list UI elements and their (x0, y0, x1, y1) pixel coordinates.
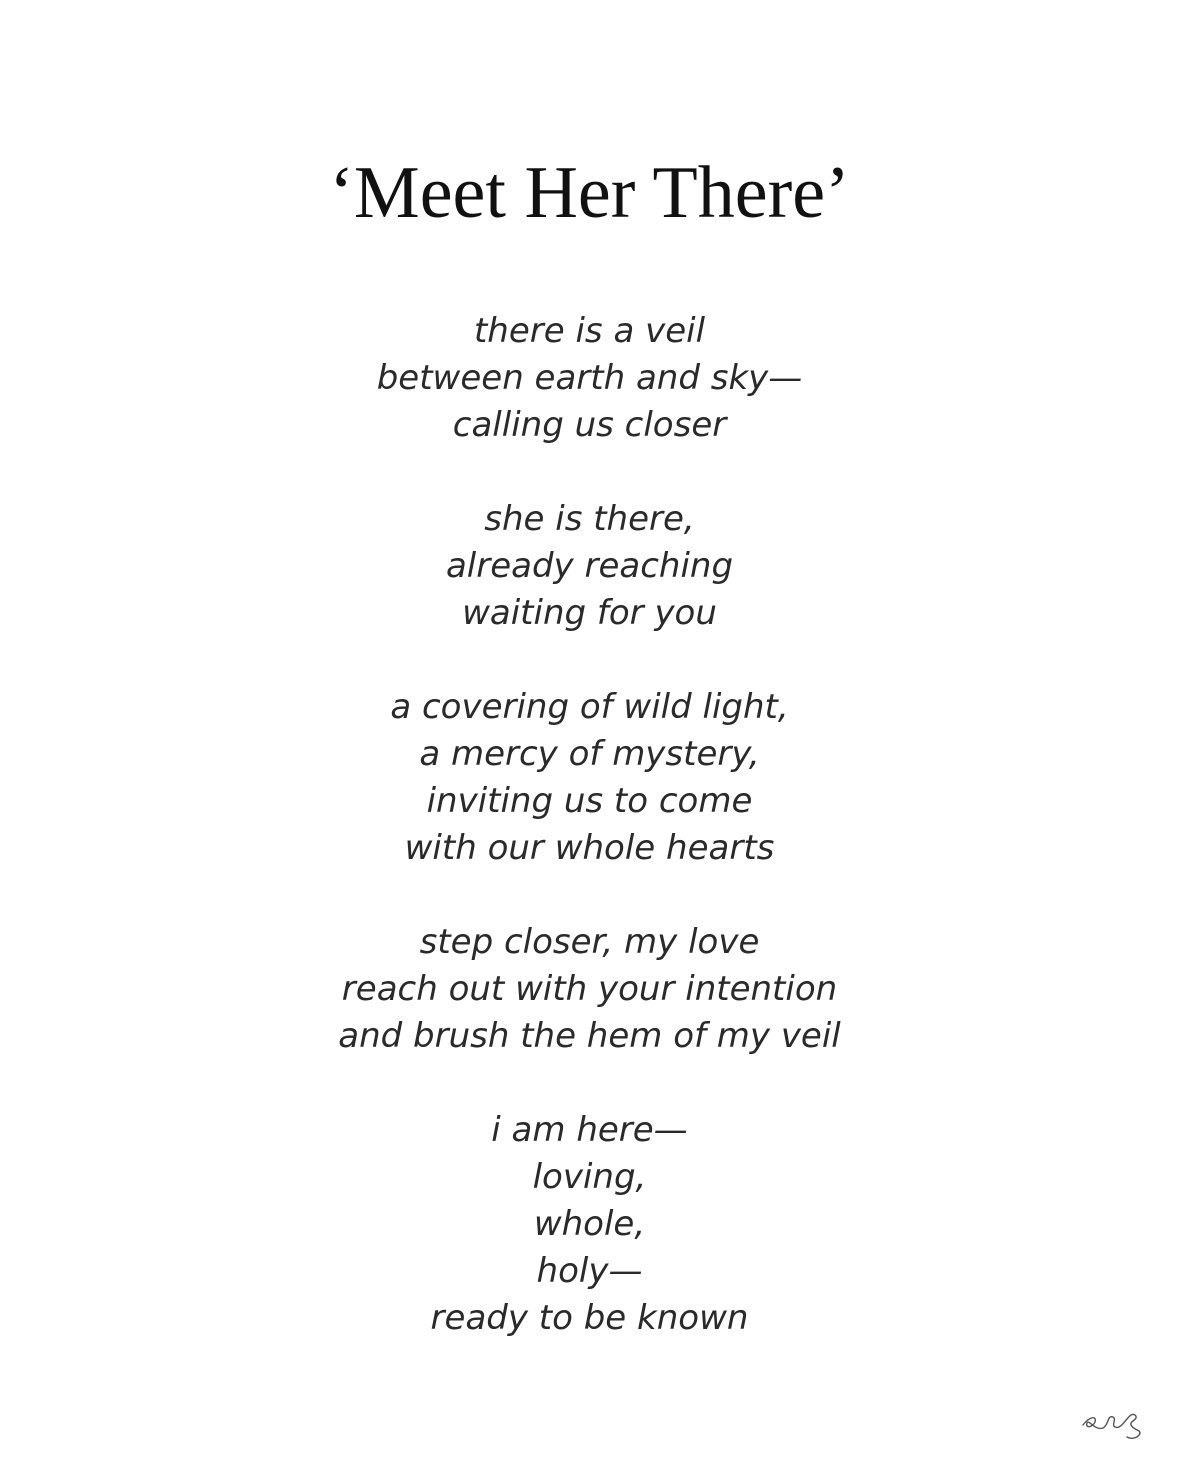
poem-line: a covering of wild light, (390, 687, 789, 727)
stanza (0, 919, 1179, 1060)
poem-line: inviting us to come (426, 781, 753, 821)
stanza (0, 496, 1179, 637)
poem-line: step closer, my love (419, 922, 760, 962)
poem-line: between earth and sky— (376, 358, 803, 398)
poem-body (0, 308, 1179, 1389)
stanza (0, 308, 1179, 449)
poem-line: she is there, (484, 499, 695, 539)
poem-line: a mercy of mystery, (419, 734, 760, 774)
poem-title: ‘Meet Her There’ (329, 152, 850, 234)
poem-line: loving, (532, 1157, 647, 1197)
poem-line: waiting for you (462, 593, 717, 633)
poem-line: and brush the hem of my veil (338, 1016, 841, 1056)
poem-line: whole, (533, 1204, 646, 1244)
poem-line: already reaching (445, 546, 734, 586)
poem-line: calling us closer (452, 405, 727, 445)
stanza (0, 1107, 1179, 1342)
poem-line: ready to be known (430, 1298, 749, 1338)
poem-line: with our whole hearts (404, 828, 775, 868)
stanza (0, 684, 1179, 872)
poem-line: holy— (536, 1251, 643, 1291)
poem-line: there is a veil (473, 311, 706, 351)
poem-line: i am here— (491, 1110, 688, 1150)
poem-line: reach out with your intention (341, 969, 838, 1009)
signature-monogram-icon (1077, 1395, 1157, 1445)
